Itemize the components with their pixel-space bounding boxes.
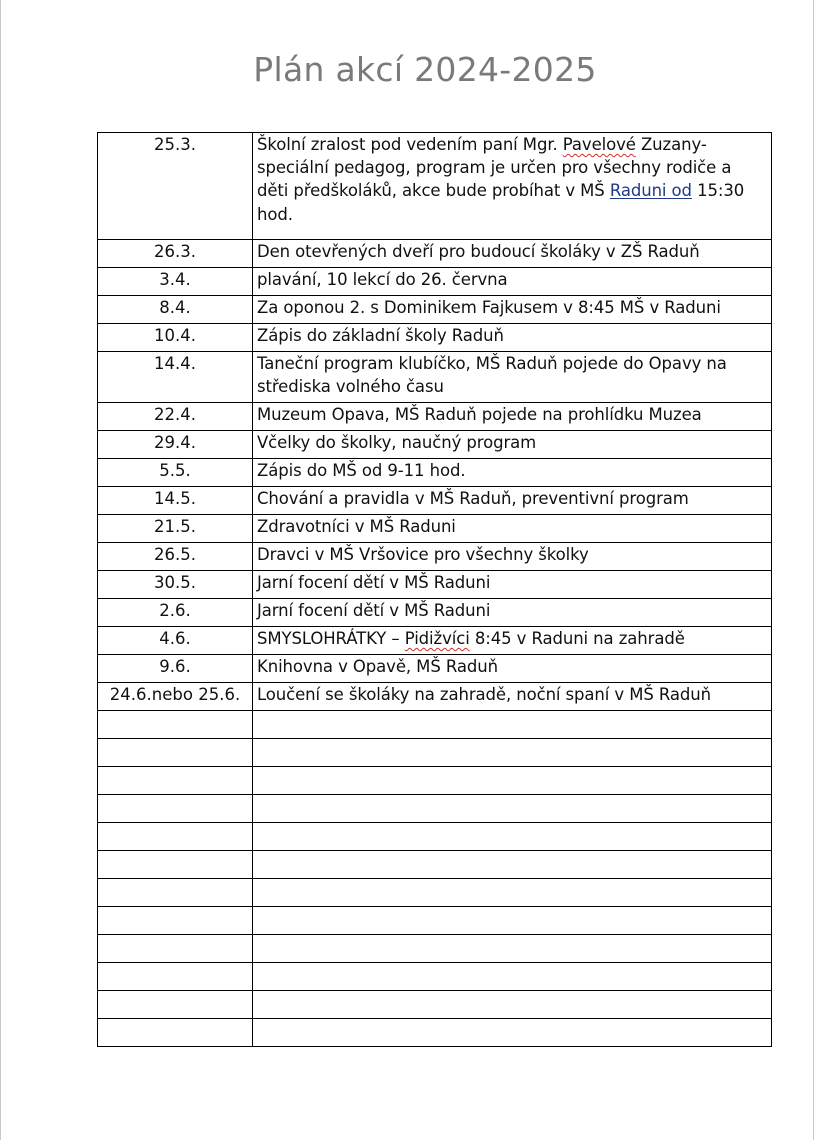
table-row — [98, 403, 772, 431]
table-row — [98, 296, 772, 324]
event-description: Knihovna v Opavě, MŠ Raduň — [253, 655, 772, 683]
event-description: Muzeum Opava, MŠ Raduň pojede na prohlídku Muzea — [253, 403, 772, 431]
table-row — [98, 352, 772, 403]
table-row — [98, 133, 772, 240]
table-row — [98, 543, 772, 571]
empty-table-row — [98, 991, 772, 1019]
empty-cell — [253, 991, 772, 1019]
event-text: Zuzany- speciální pedagog, program je určen pro všechny rodiče a děti předškoláků, akce bude probíhat v MŠ — [257, 135, 732, 201]
empty-cell — [98, 963, 253, 991]
empty-cell — [98, 935, 253, 963]
event-date: 8.4. — [98, 296, 253, 324]
empty-cell — [98, 1019, 253, 1047]
empty-table-row — [98, 907, 772, 935]
event-description: Chování a pravidla v MŠ Raduň, preventivní program — [253, 487, 772, 515]
empty-cell — [253, 935, 772, 963]
event-description — [253, 133, 772, 240]
table-row — [98, 515, 772, 543]
event-date: 5.5. — [98, 459, 253, 487]
empty-table-row — [98, 711, 772, 739]
event-description: Zdravotníci v MŠ Raduni — [253, 515, 772, 543]
event-description: Jarní focení dětí v MŠ Raduni — [253, 571, 772, 599]
spellcheck-word: Pidižvíci — [404, 629, 470, 648]
event-description: Loučení se školáky na zahradě, noční spaní v MŠ Raduň — [253, 683, 772, 711]
event-date: 24.6.nebo 25.6. — [98, 683, 253, 711]
event-text: Školní zralost pod vedením paní Mgr. — [257, 135, 563, 154]
event-description — [253, 627, 772, 655]
event-description: Dravci v MŠ Vršovice pro všechny školky — [253, 543, 772, 571]
table-row — [98, 599, 772, 627]
empty-cell — [98, 795, 253, 823]
table-row — [98, 431, 772, 459]
event-date: 22.4. — [98, 403, 253, 431]
event-date: 25.3. — [98, 133, 253, 240]
empty-table-row — [98, 823, 772, 851]
empty-cell — [98, 991, 253, 1019]
table-row — [98, 459, 772, 487]
empty-cell — [98, 711, 253, 739]
event-date: 2.6. — [98, 599, 253, 627]
empty-table-row — [98, 767, 772, 795]
event-date: 14.5. — [98, 487, 253, 515]
empty-cell — [98, 739, 253, 767]
event-date: 30.5. — [98, 571, 253, 599]
empty-cell — [98, 907, 253, 935]
table-row — [98, 683, 772, 711]
table-row — [98, 324, 772, 352]
underlined-text: Raduni od — [609, 181, 692, 201]
event-date: 26.3. — [98, 240, 253, 268]
empty-cell — [253, 767, 772, 795]
event-text: 8:45 v Raduni na zahradě — [469, 629, 685, 648]
events-table — [97, 132, 772, 1047]
table-row — [98, 240, 772, 268]
empty-table-row — [98, 851, 772, 879]
event-description: plavání, 10 lekcí do 26. června — [253, 268, 772, 296]
event-text: SMYSLOHRÁTKY – — [257, 629, 405, 648]
empty-table-row — [98, 795, 772, 823]
empty-cell — [253, 739, 772, 767]
event-text: 15:30 hod. — [257, 181, 745, 224]
table-row — [98, 487, 772, 515]
table-row — [98, 655, 772, 683]
event-description: Den otevřených dveří pro budoucí školáky v ZŠ Raduň — [253, 240, 772, 268]
table-row — [98, 571, 772, 599]
event-description: Za oponou 2. s Dominikem Fajkusem v 8:45 MŠ v Raduni — [253, 296, 772, 324]
event-date: 26.5. — [98, 543, 253, 571]
event-date: 29.4. — [98, 431, 253, 459]
event-description: Zápis do základní školy Raduň — [253, 324, 772, 352]
empty-cell — [253, 963, 772, 991]
event-description: Zápis do MŠ od 9-11 hod. — [253, 459, 772, 487]
empty-cell — [253, 851, 772, 879]
empty-cell — [98, 767, 253, 795]
empty-cell — [253, 711, 772, 739]
event-date: 14.4. — [98, 352, 253, 403]
event-description: Taneční program klubíčko, MŠ Raduň pojede do Opavy na střediska volného času — [253, 352, 772, 403]
page-title: Plán akcí 2024-2025 — [253, 50, 597, 89]
spellcheck-word: Pavelové — [562, 135, 636, 154]
empty-cell — [253, 907, 772, 935]
empty-table-row — [98, 879, 772, 907]
empty-table-row — [98, 1019, 772, 1047]
event-description: Jarní focení dětí v MŠ Raduni — [253, 599, 772, 627]
table-row — [98, 627, 772, 655]
event-description: Včelky do školky, naučný program — [253, 431, 772, 459]
empty-table-row — [98, 739, 772, 767]
empty-cell — [253, 879, 772, 907]
empty-cell — [98, 851, 253, 879]
event-date: 3.4. — [98, 268, 253, 296]
table-row — [98, 268, 772, 296]
event-date: 4.6. — [98, 627, 253, 655]
empty-cell — [253, 795, 772, 823]
event-date: 9.6. — [98, 655, 253, 683]
event-date: 10.4. — [98, 324, 253, 352]
event-date: 21.5. — [98, 515, 253, 543]
empty-table-row — [98, 935, 772, 963]
empty-cell — [98, 823, 253, 851]
empty-cell — [98, 879, 253, 907]
empty-cell — [253, 1019, 772, 1047]
empty-table-row — [98, 963, 772, 991]
empty-cell — [253, 823, 772, 851]
